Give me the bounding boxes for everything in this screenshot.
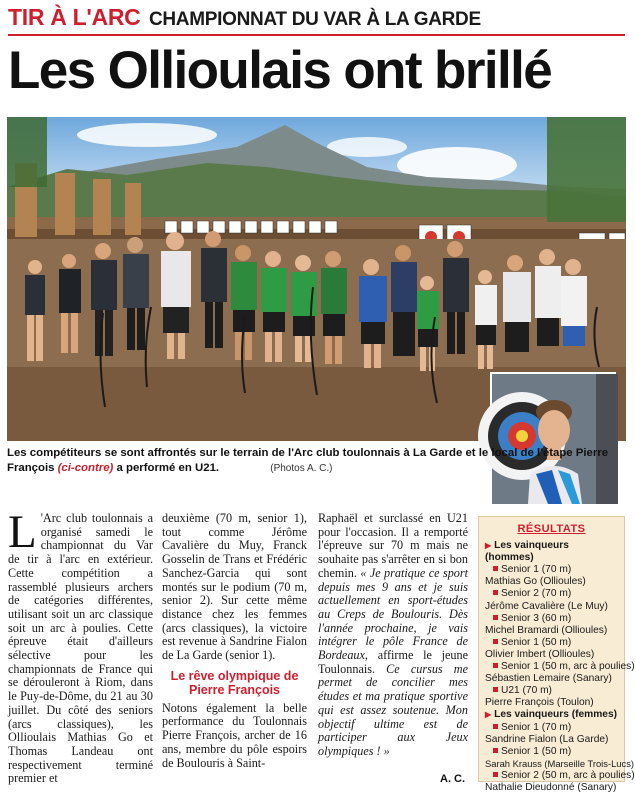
result-category: Senior 2 (50 m, arc à poulies) [485,770,618,782]
square-bullet-icon [493,566,498,571]
result-category: Senior 3 (60 m) [485,613,618,625]
triangle-bullet-icon: ▶ [485,541,492,551]
result-winner: Jérôme Cavalière (Le Muy) [485,600,608,612]
result-winner: Olivier Imbert (Ollioules) [485,648,595,660]
result-category: U21 (70 m) [485,685,618,697]
result-category: Senior 1 (70 m) [485,722,618,734]
article-body-3: Notons également la belle performance du Toulonnais Pierre François, archer de 16 ans, membre du pôle espoirs de Boulouris à Saint- [162,700,307,770]
result-winner: Michel Bramardi (Ollioules) [485,624,608,636]
article-quote-1: « Je pratique ce sport depuis mes 9 ans et je suis actuellement en sport-études au Creps de Boulouris. Dès l'année prochaine, je vais intégrer le pôle France de Bordeaux, [318,565,469,663]
square-bullet-icon [493,748,498,753]
caption-ref: (ci-contre) [57,461,114,474]
result-category: Senior 2 (70 m) [485,588,618,600]
article-quote-2: Ce cursus me permet de concilier mes études et ma pratique sportive qui est assez soutenue. Mon objectif ultime est de participer aux Jeux olympiques ! » [318,661,468,758]
square-bullet-icon [493,724,498,729]
triangle-bullet-icon: ▶ [485,710,492,720]
inset-portrait-photo [490,372,616,502]
result-category: Senior 1 (50 m) [485,746,618,758]
result-winner: Nathalie Dieudonné (Sanary) [485,781,617,793]
photo-caption [7,446,627,476]
article-column-3 [318,512,468,759]
article-kicker [8,4,625,34]
article-body-2: deuxième (70 m, senior 1), tout comme Jérôme Cavalière du Muy, Franck Gosselin de Trans et Frédéric Sanchez-Garcia qui sont montés sur le podium (70 m, senior 2). Sur cette même distance chez les femmes (arcs classiques), la victoire est revenue à Sandrine Fialon de La Garde (senior 1). [162,511,307,663]
result-winner: Sébastien Lemaire (Sanary) [485,673,612,685]
results-box [478,516,635,793]
article-column-1 [8,506,153,786]
result-category: Senior 1 (50 m) [485,637,618,649]
caption-text-end: a performé en U21. [113,461,220,474]
result-category: Senior 1 (50 m, arc à poulies) [485,661,618,673]
article-subhead: Le rêve olympique de Pierre François [170,668,299,697]
results-men-heading: ▶ Les vainqueurs (hommes) [485,540,569,564]
article-headline: Les Ollioulais ont brillé [8,41,552,100]
photo-credit: (Photos A. C.) [270,462,333,474]
square-bullet-icon [493,772,498,777]
article-body-5: affirme le jeune Toulonnais. [318,648,468,676]
inset-portrait-illustration [492,374,618,504]
square-bullet-icon [493,663,498,668]
article-column-2 [162,512,307,770]
square-bullet-icon [493,615,498,620]
square-bullet-icon [493,639,498,644]
results-women-heading: ▶ Les vainqueurs (femmes) [485,709,618,721]
result-winner: Mathias Go (Ollioules) [485,576,586,588]
author-signature: A. C. [440,773,466,785]
section-subtitle: CHAMPIONNAT DU VAR À LA GARDE [148,9,481,30]
drop-cap: L [8,506,37,558]
article-body-1: 'Arc club toulonnais a organisé samedi le championnat du Var de tir à l'arc en extérieur. Cette compétition a rassemblé plusieurs archers de catégories différentes, utilisant soit un arc classique soit un arc à poulies. Cette épreuve était d'ailleurs sélective pour les championnats de France qui se dérouleront à Riom, dans le Puy-de-Dôme, du 21 au 30 juillet. Du côté des seniors (arcs classiques), les Ollioulais Mathias Go et Thomas Landeau ont respectivement terminé premier et [8,511,153,786]
kicker-rule [8,34,625,36]
article-body-4: Raphaël et surclassé en U21 pour l'occasion. Il a remporté l'épreuve sur 70 m mais ne souhaite pas s'arrêter en si bon chemin. [318,511,468,580]
result-category: Senior 1 (70 m) [485,564,618,576]
square-bullet-icon [493,590,498,595]
section-category: TIR À L'ARC [8,4,141,30]
square-bullet-icon [493,687,498,692]
result-winner: Pierre François (Toulon) [485,697,594,709]
result-winner: Sarah Krauss (Marseille Trois-Lucs) [485,757,635,769]
caption-text: Les compétiteurs se sont affrontés sur le terrain de l'Arc club toulonnais à La Garde et le local de l'étape Pierre François [7,447,609,474]
results-title: RÉSULTATS [517,523,586,535]
result-winner: Sandrine Fialon (La Garde) [485,733,609,745]
